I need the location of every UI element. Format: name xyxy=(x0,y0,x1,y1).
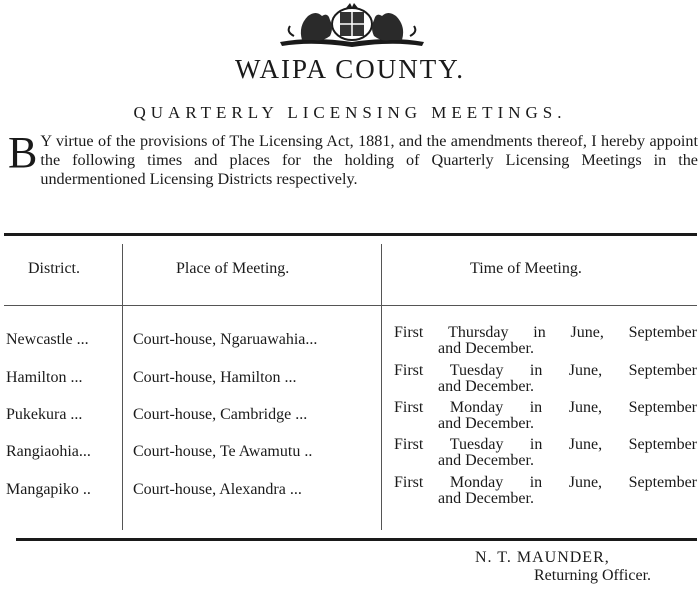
column-header-time: Time of Meeting. xyxy=(470,260,582,277)
district-cell: Hamilton ... xyxy=(6,369,83,386)
signatory-name: N. T. MAUNDER, xyxy=(475,549,610,566)
notice-title: WAIPA COUNTY. xyxy=(234,54,466,84)
place-cell: Court-house, Cambridge ... xyxy=(133,406,308,423)
notice-subtitle: QUARTERLY LICENSING MEETINGS. xyxy=(133,103,567,122)
column-header-district: District. xyxy=(28,260,80,277)
table-header-rule xyxy=(4,305,697,306)
district-cell: Rangiaohia... xyxy=(6,443,91,460)
column-header-place: Place of Meeting. xyxy=(176,260,290,277)
coat-of-arms-crest xyxy=(272,2,432,50)
table-bottom-rule xyxy=(16,538,697,541)
time-cell: First Monday in June, September and December. xyxy=(394,399,697,432)
district-cell: Pukekura ... xyxy=(6,406,83,423)
place-cell: Court-house, Hamilton ... xyxy=(133,369,297,386)
signatory-role: Returning Officer. xyxy=(534,567,652,584)
district-cell: Newcastle ... xyxy=(6,331,89,348)
place-cell: Court-house, Te Awamutu .. xyxy=(133,443,313,460)
table-top-rule xyxy=(4,233,697,236)
drop-cap-letter: B xyxy=(8,128,38,177)
table-column-divider xyxy=(122,244,123,530)
place-cell: Court-house, Alexandra ... xyxy=(133,481,302,498)
time-cell: First Monday in June, September and December. xyxy=(394,474,697,507)
time-cell: First Tuesday in June, September and December. xyxy=(394,362,697,395)
district-cell: Mangapiko .. xyxy=(6,481,91,498)
table-column-divider xyxy=(381,244,382,530)
time-cell: First Tuesday in June, September and December. xyxy=(394,436,697,469)
time-cell: First Thursday in June, September and December. xyxy=(394,324,697,357)
notice-body xyxy=(8,128,698,189)
place-cell: Court-house, Ngaruawahia... xyxy=(133,331,318,348)
notice-body-text: Y virtue of the provisions of The Licensing Act, 1881, and the amendments thereof, I hereby appoint the following times and places for the holding of Quarterly Licensing Meetings in the undermentioned Licensing Districts respectively. xyxy=(40,132,698,188)
